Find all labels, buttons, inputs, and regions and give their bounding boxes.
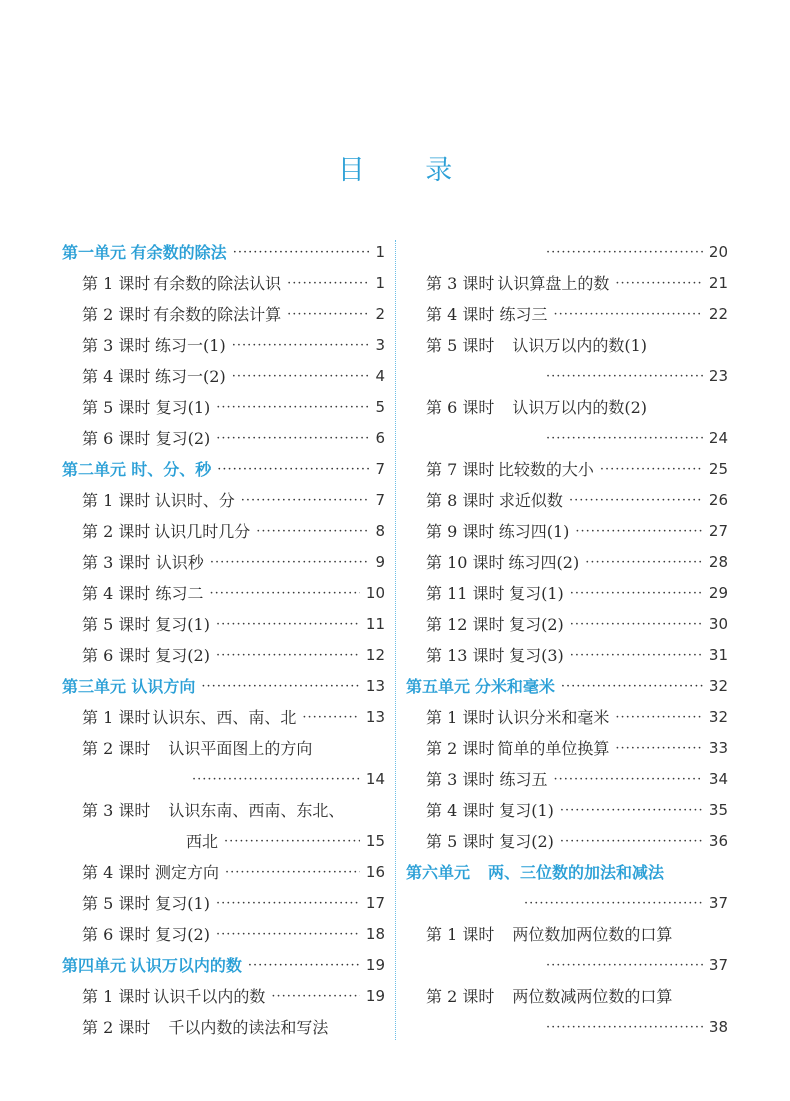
leader-dots bbox=[546, 950, 703, 981]
toc-lesson-entry[interactable] bbox=[406, 795, 728, 826]
entry-topic: 西北 bbox=[186, 832, 219, 851]
entry-topic: 认识分米和毫米 bbox=[497, 708, 610, 727]
toc-entry-continuation[interactable] bbox=[406, 237, 728, 268]
toc-lesson-entry[interactable] bbox=[62, 299, 385, 330]
entry-topic: 复习(2) bbox=[155, 925, 210, 944]
toc-lesson-entry[interactable] bbox=[62, 640, 385, 671]
leader-dots bbox=[224, 826, 360, 857]
toc-lesson-entry[interactable] bbox=[406, 578, 728, 609]
page-number: 1 bbox=[375, 274, 385, 292]
entry-topic: 比较数的大小 bbox=[497, 460, 594, 479]
leader-dots bbox=[256, 516, 369, 547]
toc-lesson-entry[interactable] bbox=[406, 454, 728, 485]
page-number: 17 bbox=[365, 894, 385, 912]
entry-topic: 认识秒 bbox=[155, 553, 204, 572]
page-number: 21 bbox=[708, 274, 728, 292]
toc-lesson-entry[interactable] bbox=[62, 547, 385, 578]
lesson-number: 第 1 课时 bbox=[82, 987, 151, 1006]
toc-lesson-entry[interactable] bbox=[406, 764, 728, 795]
page-number: 18 bbox=[365, 925, 385, 943]
entry-topic: 练习一(2) bbox=[155, 367, 226, 386]
page-number: 16 bbox=[365, 863, 385, 881]
toc-lesson-entry[interactable] bbox=[406, 640, 728, 671]
page-number: 27 bbox=[708, 522, 728, 540]
toc-lesson-entry[interactable] bbox=[406, 981, 728, 1012]
toc-lesson-entry[interactable] bbox=[62, 919, 385, 950]
toc-lesson-entry[interactable] bbox=[62, 268, 385, 299]
leader-dots bbox=[192, 764, 360, 795]
toc-lesson-entry[interactable] bbox=[406, 392, 728, 423]
page-number: 1 bbox=[375, 243, 385, 261]
toc-lesson-entry[interactable] bbox=[406, 547, 728, 578]
page-number: 28 bbox=[708, 553, 728, 571]
leader-dots bbox=[232, 330, 370, 361]
page-number: 32 bbox=[708, 677, 728, 695]
leader-dots bbox=[216, 423, 369, 454]
entry-topic: 复习(2) bbox=[155, 646, 210, 665]
toc-lesson-entry[interactable] bbox=[62, 485, 385, 516]
page-number: 24 bbox=[708, 429, 728, 447]
entry-topic: 练习四(1) bbox=[498, 522, 570, 541]
lesson-number: 第 3 课时 bbox=[426, 770, 495, 789]
entry-topic: 分米和毫米 bbox=[474, 677, 555, 696]
leader-dots bbox=[210, 578, 360, 609]
leader-dots bbox=[553, 764, 702, 795]
lesson-number: 第 10 课时 bbox=[426, 553, 505, 572]
leader-dots bbox=[546, 423, 703, 454]
leader-dots bbox=[271, 981, 360, 1012]
unit-number: 第二单元 bbox=[62, 460, 127, 479]
entry-topic: 练习三 bbox=[499, 305, 548, 324]
toc-entry-continuation[interactable] bbox=[406, 888, 728, 919]
toc-entry-continuation[interactable] bbox=[406, 1012, 728, 1043]
page-number: 2 bbox=[375, 305, 385, 323]
lesson-number: 第 2 课时 bbox=[426, 987, 495, 1006]
toc-lesson-entry[interactable] bbox=[406, 733, 728, 764]
leader-dots bbox=[216, 919, 360, 950]
unit-number: 第四单元 bbox=[62, 956, 127, 975]
entry-topic: 复习(3) bbox=[509, 646, 564, 665]
unit-number: 第三单元 bbox=[62, 677, 127, 696]
lesson-number: 第 5 课时 bbox=[82, 615, 151, 634]
toc-lesson-entry[interactable] bbox=[62, 733, 385, 764]
entry-topic: 两位数减两位数的口算 bbox=[512, 987, 673, 1006]
page-number: 12 bbox=[365, 646, 385, 664]
page-number: 37 bbox=[708, 956, 728, 974]
leader-dots bbox=[233, 237, 370, 268]
toc-lesson-entry[interactable] bbox=[406, 516, 728, 547]
entry-topic: 认识几时几分 bbox=[154, 522, 251, 541]
lesson-number: 第 1 课时 bbox=[82, 491, 151, 510]
lesson-number: 第 2 课时 bbox=[82, 739, 151, 758]
toc-unit-entry[interactable] bbox=[406, 857, 728, 888]
lesson-number: 第 4 课时 bbox=[426, 801, 495, 820]
page-number: 37 bbox=[708, 894, 728, 912]
entry-topic: 复习(1) bbox=[155, 398, 211, 417]
lesson-number: 第 3 课时 bbox=[82, 336, 151, 355]
toc-unit-entry[interactable] bbox=[62, 950, 385, 981]
entry-topic: 有余数的除法认识 bbox=[153, 274, 282, 293]
entry-topic: 有余数的除法计算 bbox=[153, 305, 282, 324]
leader-dots bbox=[201, 671, 359, 702]
lesson-number: 第 4 课时 bbox=[82, 584, 151, 603]
lesson-number: 第 1 课时 bbox=[426, 925, 495, 944]
lesson-number: 第 7 课时 bbox=[426, 460, 495, 479]
entry-topic: 练习五 bbox=[499, 770, 548, 789]
lesson-number: 第 4 课时 bbox=[426, 305, 495, 324]
leader-dots bbox=[302, 702, 360, 733]
lesson-number: 第 1 课时 bbox=[82, 274, 151, 293]
column-divider bbox=[395, 240, 396, 1040]
entry-topic: 千以内数的读法和写法 bbox=[168, 1018, 329, 1037]
entry-topic: 两、三位数的加法和减法 bbox=[488, 863, 665, 882]
lesson-number: 第 6 课时 bbox=[82, 925, 151, 944]
page-number: 19 bbox=[365, 987, 385, 1005]
toc-lesson-entry[interactable] bbox=[406, 268, 728, 299]
lesson-number: 第 6 课时 bbox=[82, 429, 151, 448]
lesson-number: 第 9 课时 bbox=[426, 522, 495, 541]
page-number: 13 bbox=[365, 708, 385, 726]
page-number: 6 bbox=[375, 429, 385, 447]
entry-topic: 练习二 bbox=[155, 584, 204, 603]
toc-lesson-entry[interactable] bbox=[406, 485, 728, 516]
toc-lesson-entry[interactable] bbox=[62, 1012, 385, 1043]
leader-dots bbox=[210, 547, 370, 578]
entry-topic: 认识算盘上的数 bbox=[497, 274, 610, 293]
leader-dots bbox=[216, 640, 360, 671]
entry-topic: 复习(2) bbox=[509, 615, 564, 634]
entry-topic: 练习一(1) bbox=[155, 336, 226, 355]
lesson-number: 第 11 课时 bbox=[426, 584, 505, 603]
leader-dots bbox=[225, 857, 360, 888]
toc-lesson-entry[interactable] bbox=[62, 609, 385, 640]
page-number: 20 bbox=[708, 243, 728, 261]
leader-dots bbox=[560, 826, 703, 857]
toc-entry-continuation[interactable] bbox=[62, 764, 385, 795]
page-number: 4 bbox=[375, 367, 385, 385]
leader-dots bbox=[546, 237, 703, 268]
toc-lesson-entry[interactable] bbox=[406, 299, 728, 330]
page-number: 29 bbox=[708, 584, 728, 602]
toc-entry-continuation[interactable] bbox=[406, 423, 728, 454]
toc-lesson-entry[interactable] bbox=[62, 516, 385, 547]
entry-topic: 复习(1) bbox=[155, 615, 210, 634]
entry-topic: 简单的单位换算 bbox=[497, 739, 610, 758]
leader-dots bbox=[585, 547, 703, 578]
toc-lesson-entry[interactable] bbox=[62, 578, 385, 609]
entry-topic: 认识万以内的数(1) bbox=[512, 336, 648, 355]
toc-entry-continuation[interactable] bbox=[62, 826, 385, 857]
leader-dots bbox=[216, 609, 360, 640]
entry-topic: 复习(2) bbox=[155, 429, 211, 448]
lesson-number: 第 3 课时 bbox=[426, 274, 495, 293]
leader-dots bbox=[217, 454, 369, 485]
leader-dots bbox=[615, 733, 703, 764]
toc-lesson-entry[interactable] bbox=[62, 361, 385, 392]
page-number: 22 bbox=[708, 305, 728, 323]
leader-dots bbox=[575, 516, 703, 547]
leader-dots bbox=[600, 454, 703, 485]
entry-topic: 认识千以内的数 bbox=[153, 987, 266, 1006]
entry-topic: 两位数加两位数的口算 bbox=[512, 925, 673, 944]
page-number: 23 bbox=[708, 367, 728, 385]
page-number: 32 bbox=[708, 708, 728, 726]
lesson-number: 第 2 课时 bbox=[82, 305, 151, 324]
page-title: 目 录 bbox=[337, 155, 479, 186]
leader-dots bbox=[287, 268, 369, 299]
toc-lesson-entry[interactable] bbox=[62, 857, 385, 888]
leader-dots bbox=[615, 268, 703, 299]
leader-dots bbox=[560, 795, 703, 826]
entry-topic: 复习(2) bbox=[499, 832, 554, 851]
toc-lesson-entry[interactable] bbox=[406, 609, 728, 640]
lesson-number: 第 5 课时 bbox=[426, 336, 495, 355]
leader-dots bbox=[570, 640, 703, 671]
toc-lesson-entry[interactable] bbox=[62, 423, 385, 454]
entry-topic: 认识万以内的数 bbox=[129, 956, 242, 975]
toc-lesson-entry[interactable] bbox=[406, 330, 728, 361]
leader-dots bbox=[561, 671, 703, 702]
lesson-number: 第 1 课时 bbox=[82, 708, 151, 727]
leader-dots bbox=[287, 299, 369, 330]
page-number: 10 bbox=[365, 584, 385, 602]
lesson-number: 第 6 课时 bbox=[426, 398, 495, 417]
entry-topic: 认识东、西、南、北 bbox=[152, 708, 297, 727]
entry-topic: 复习(1) bbox=[509, 584, 564, 603]
page-number: 11 bbox=[365, 615, 385, 633]
page-number: 14 bbox=[365, 770, 385, 788]
toc-unit-entry[interactable] bbox=[62, 237, 385, 268]
page-number: 7 bbox=[375, 460, 385, 478]
lesson-number: 第 1 课时 bbox=[426, 708, 495, 727]
lesson-number: 第 4 课时 bbox=[82, 863, 151, 882]
page-number: 36 bbox=[708, 832, 728, 850]
entry-topic: 认识平面图上的方向 bbox=[168, 739, 313, 758]
toc-entry-continuation[interactable] bbox=[406, 950, 728, 981]
toc-left-column bbox=[62, 237, 385, 1043]
leader-dots bbox=[216, 392, 369, 423]
entry-topic: 测定方向 bbox=[154, 863, 219, 882]
lesson-number: 第 2 课时 bbox=[82, 1018, 151, 1037]
entry-topic: 认识东南、西南、东北、 bbox=[168, 801, 345, 820]
page-number: 19 bbox=[365, 956, 385, 974]
leader-dots bbox=[570, 609, 703, 640]
lesson-number: 第 3 课时 bbox=[82, 801, 151, 820]
entry-topic: 认识方向 bbox=[131, 677, 196, 696]
page-number: 3 bbox=[375, 336, 385, 354]
lesson-number: 第 5 课时 bbox=[426, 832, 495, 851]
toc-lesson-entry[interactable] bbox=[62, 795, 385, 826]
toc-unit-entry[interactable] bbox=[406, 671, 728, 702]
entry-topic: 认识万以内的数(2) bbox=[512, 398, 648, 417]
toc-entry-continuation[interactable] bbox=[406, 361, 728, 392]
entry-topic: 时、分、秒 bbox=[131, 460, 212, 479]
entry-topic: 复习(1) bbox=[499, 801, 554, 820]
entry-topic: 有余数的除法 bbox=[130, 243, 227, 262]
leader-dots bbox=[615, 702, 703, 733]
entry-topic: 复习(1) bbox=[155, 894, 210, 913]
leader-dots bbox=[248, 950, 360, 981]
toc-right-column bbox=[406, 237, 728, 1043]
entry-topic: 练习四(2) bbox=[508, 553, 580, 572]
unit-number: 第五单元 bbox=[406, 677, 471, 696]
toc-lesson-entry[interactable] bbox=[406, 702, 728, 733]
page-number: 33 bbox=[708, 739, 728, 757]
lesson-number: 第 4 课时 bbox=[82, 367, 151, 386]
toc-lesson-entry[interactable] bbox=[62, 888, 385, 919]
unit-number: 第一单元 bbox=[62, 243, 127, 262]
leader-dots bbox=[241, 485, 370, 516]
entry-topic: 求近似数 bbox=[498, 491, 563, 510]
page-number: 30 bbox=[708, 615, 728, 633]
page-number: 25 bbox=[708, 460, 728, 478]
page-number: 35 bbox=[708, 801, 728, 819]
entry-topic: 认识时、分 bbox=[154, 491, 235, 510]
page-number: 7 bbox=[375, 491, 385, 509]
leader-dots bbox=[232, 361, 370, 392]
lesson-number: 第 5 课时 bbox=[82, 894, 151, 913]
page-number: 5 bbox=[375, 398, 385, 416]
page-number: 9 bbox=[375, 553, 385, 571]
page-number: 15 bbox=[365, 832, 385, 850]
toc-lesson-entry[interactable] bbox=[62, 702, 385, 733]
leader-dots bbox=[553, 299, 702, 330]
page-number: 34 bbox=[708, 770, 728, 788]
lesson-number: 第 3 课时 bbox=[82, 553, 151, 572]
leader-dots bbox=[216, 888, 360, 919]
toc-lesson-entry[interactable] bbox=[62, 330, 385, 361]
lesson-number: 第 12 课时 bbox=[426, 615, 505, 634]
leader-dots bbox=[546, 361, 703, 392]
page-number: 26 bbox=[708, 491, 728, 509]
lesson-number: 第 5 课时 bbox=[82, 398, 151, 417]
toc-lesson-entry[interactable] bbox=[62, 981, 385, 1012]
leader-dots bbox=[546, 1012, 703, 1043]
page-number: 8 bbox=[375, 522, 385, 540]
lesson-number: 第 2 课时 bbox=[82, 522, 151, 541]
toc-unit-entry[interactable] bbox=[62, 671, 385, 702]
page-number: 13 bbox=[365, 677, 385, 695]
toc-lesson-entry[interactable] bbox=[406, 919, 728, 950]
unit-number: 第六单元 bbox=[406, 863, 471, 882]
lesson-number: 第 6 课时 bbox=[82, 646, 151, 665]
leader-dots bbox=[570, 578, 703, 609]
toc-lesson-entry[interactable] bbox=[406, 826, 728, 857]
lesson-number: 第 13 课时 bbox=[426, 646, 505, 665]
toc-unit-entry[interactable] bbox=[62, 454, 385, 485]
lesson-number: 第 8 课时 bbox=[426, 491, 495, 510]
page-number: 31 bbox=[708, 646, 728, 664]
page-number: 38 bbox=[708, 1018, 728, 1036]
leader-dots bbox=[569, 485, 703, 516]
leader-dots bbox=[524, 888, 703, 919]
lesson-number: 第 2 课时 bbox=[426, 739, 495, 758]
toc-lesson-entry[interactable] bbox=[62, 392, 385, 423]
